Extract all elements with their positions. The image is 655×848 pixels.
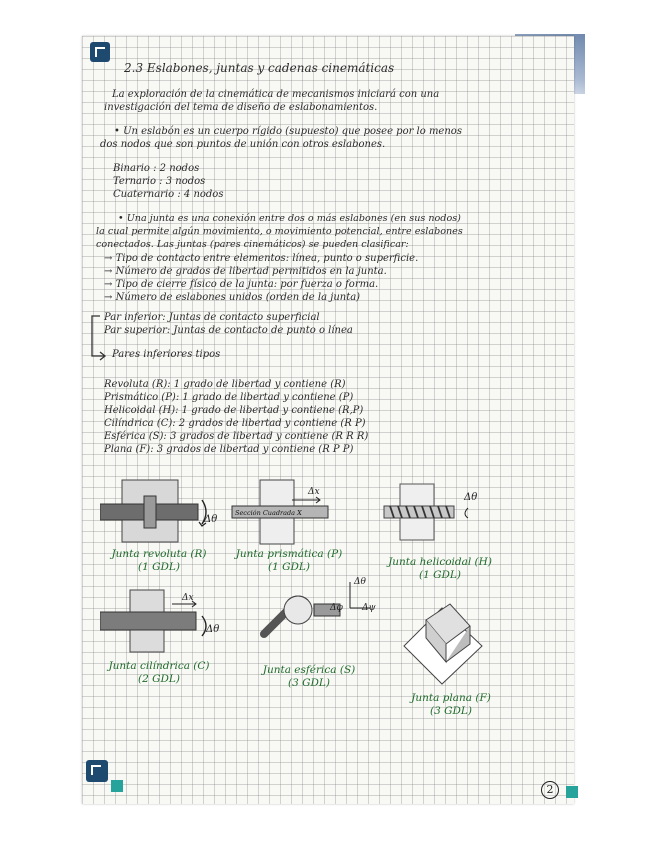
junta-line-2: la cual permite algún movimiento, o movimiento potencial, entre eslabones <box>96 226 463 237</box>
eslabon-line-2: dos nodos que son puntos de unión con otros eslabones. <box>100 139 386 150</box>
planar-joint-drawing <box>398 598 488 688</box>
intro-line-1: La exploración de la cinemática de mecanismos iniciará con una <box>112 89 440 100</box>
svg-text:Δψ: Δψ <box>362 603 376 613</box>
svg-text:Sección Cuadrada X: Sección Cuadrada X <box>235 509 302 517</box>
svg-text:Δx: Δx <box>182 593 194 603</box>
eslabon-type-binario: Binario : 2 nodos <box>113 163 200 174</box>
svg-text:Δθ: Δθ <box>354 577 366 587</box>
par-cilindrica: Cilíndrica (C): 2 grados de libertad y contiene (R P) <box>104 418 366 429</box>
notebook-logo-icon <box>90 42 110 62</box>
par-helicoidal: Helicoidal (H): 1 grado de libertad y contiene (R,P) <box>104 405 364 416</box>
teal-marker-icon <box>111 780 123 792</box>
helicoidal-label: Junta helicoidal (H) (1 GDL) <box>388 556 492 582</box>
svg-text:Δφ: Δφ <box>330 603 343 613</box>
eslabon-line-1: • Un eslabón es un cuerpo rígido (supuesto) que posee por lo menos <box>114 126 462 137</box>
svg-text:Δθ: Δθ <box>464 492 478 503</box>
clasificacion-2: → Número de grados de libertad permitidos en la junta. <box>104 266 387 277</box>
page-number: 2 <box>541 781 559 799</box>
eslabon-type-cuaternario: Cuaternario : 4 nodos <box>113 189 224 200</box>
section-title: 2.3 Eslabones, juntas y cadenas cinemáticas <box>124 61 395 75</box>
revoluta-label: Junta revoluta (R) (1 GDL) <box>111 548 207 574</box>
plana-label: Junta plana (F) (3 GDL) <box>411 692 491 718</box>
par-revoluta: Revoluta (R): 1 grado de libertad y contiene (R) <box>104 379 346 390</box>
par-esferica: Esférica (S): 3 grados de libertad y contiene (R R R) <box>104 431 369 442</box>
cilindrica-label: Junta cilíndrica (C) (2 GDL) <box>108 660 210 686</box>
svg-text:Δθ: Δθ <box>204 514 218 525</box>
teal-marker-icon <box>566 786 578 798</box>
prismatica-label: Junta prismática (P) (1 GDL) <box>235 548 343 574</box>
par-prismatico: Prismático (P): 1 grado de libertad y contiene (P) <box>104 392 354 403</box>
prismatic-joint-drawing <box>230 478 340 548</box>
esferica-label: Junta esférica (S) (3 GDL) <box>262 664 356 690</box>
spherical-joint-drawing <box>258 570 388 650</box>
par-inferior: Par inferior: Juntas de contacto superficial <box>104 312 320 323</box>
svg-text:Δθ: Δθ <box>206 624 220 635</box>
helical-joint-drawing <box>382 478 492 548</box>
clasificacion-4: → Número de eslabones unidos (orden de la junta) <box>104 292 361 303</box>
clasificacion-3: → Tipo de cierre físico de la junta: por fuerza o forma. <box>104 279 379 290</box>
clasificacion-1: → Tipo de contacto entre elementos: línea, punto o superficie. <box>104 253 419 264</box>
junta-line-3: conectados. Las juntas (pares cinemáticos) se pueden clasificar: <box>96 239 409 250</box>
intro-line-2: investigación del tema de diseño de eslabonamientos. <box>104 102 378 113</box>
par-plana: Plana (F): 3 grados de libertad y contiene (R P P) <box>104 444 354 455</box>
cylindrical-joint-drawing <box>100 588 230 658</box>
pares-inferiores-title: Pares inferiores tipos <box>112 349 221 360</box>
notebook-logo-icon <box>86 760 108 782</box>
eslabon-type-ternario: Ternario : 3 nodos <box>113 176 206 187</box>
revoluta-joint-drawing <box>100 478 220 548</box>
svg-text:Δx: Δx <box>308 487 320 497</box>
par-superior: Par superior: Juntas de contacto de punto o línea <box>104 325 353 336</box>
junta-line-1: • Una junta es una conexión entre dos o más eslabones (en sus nodos) <box>118 213 461 224</box>
